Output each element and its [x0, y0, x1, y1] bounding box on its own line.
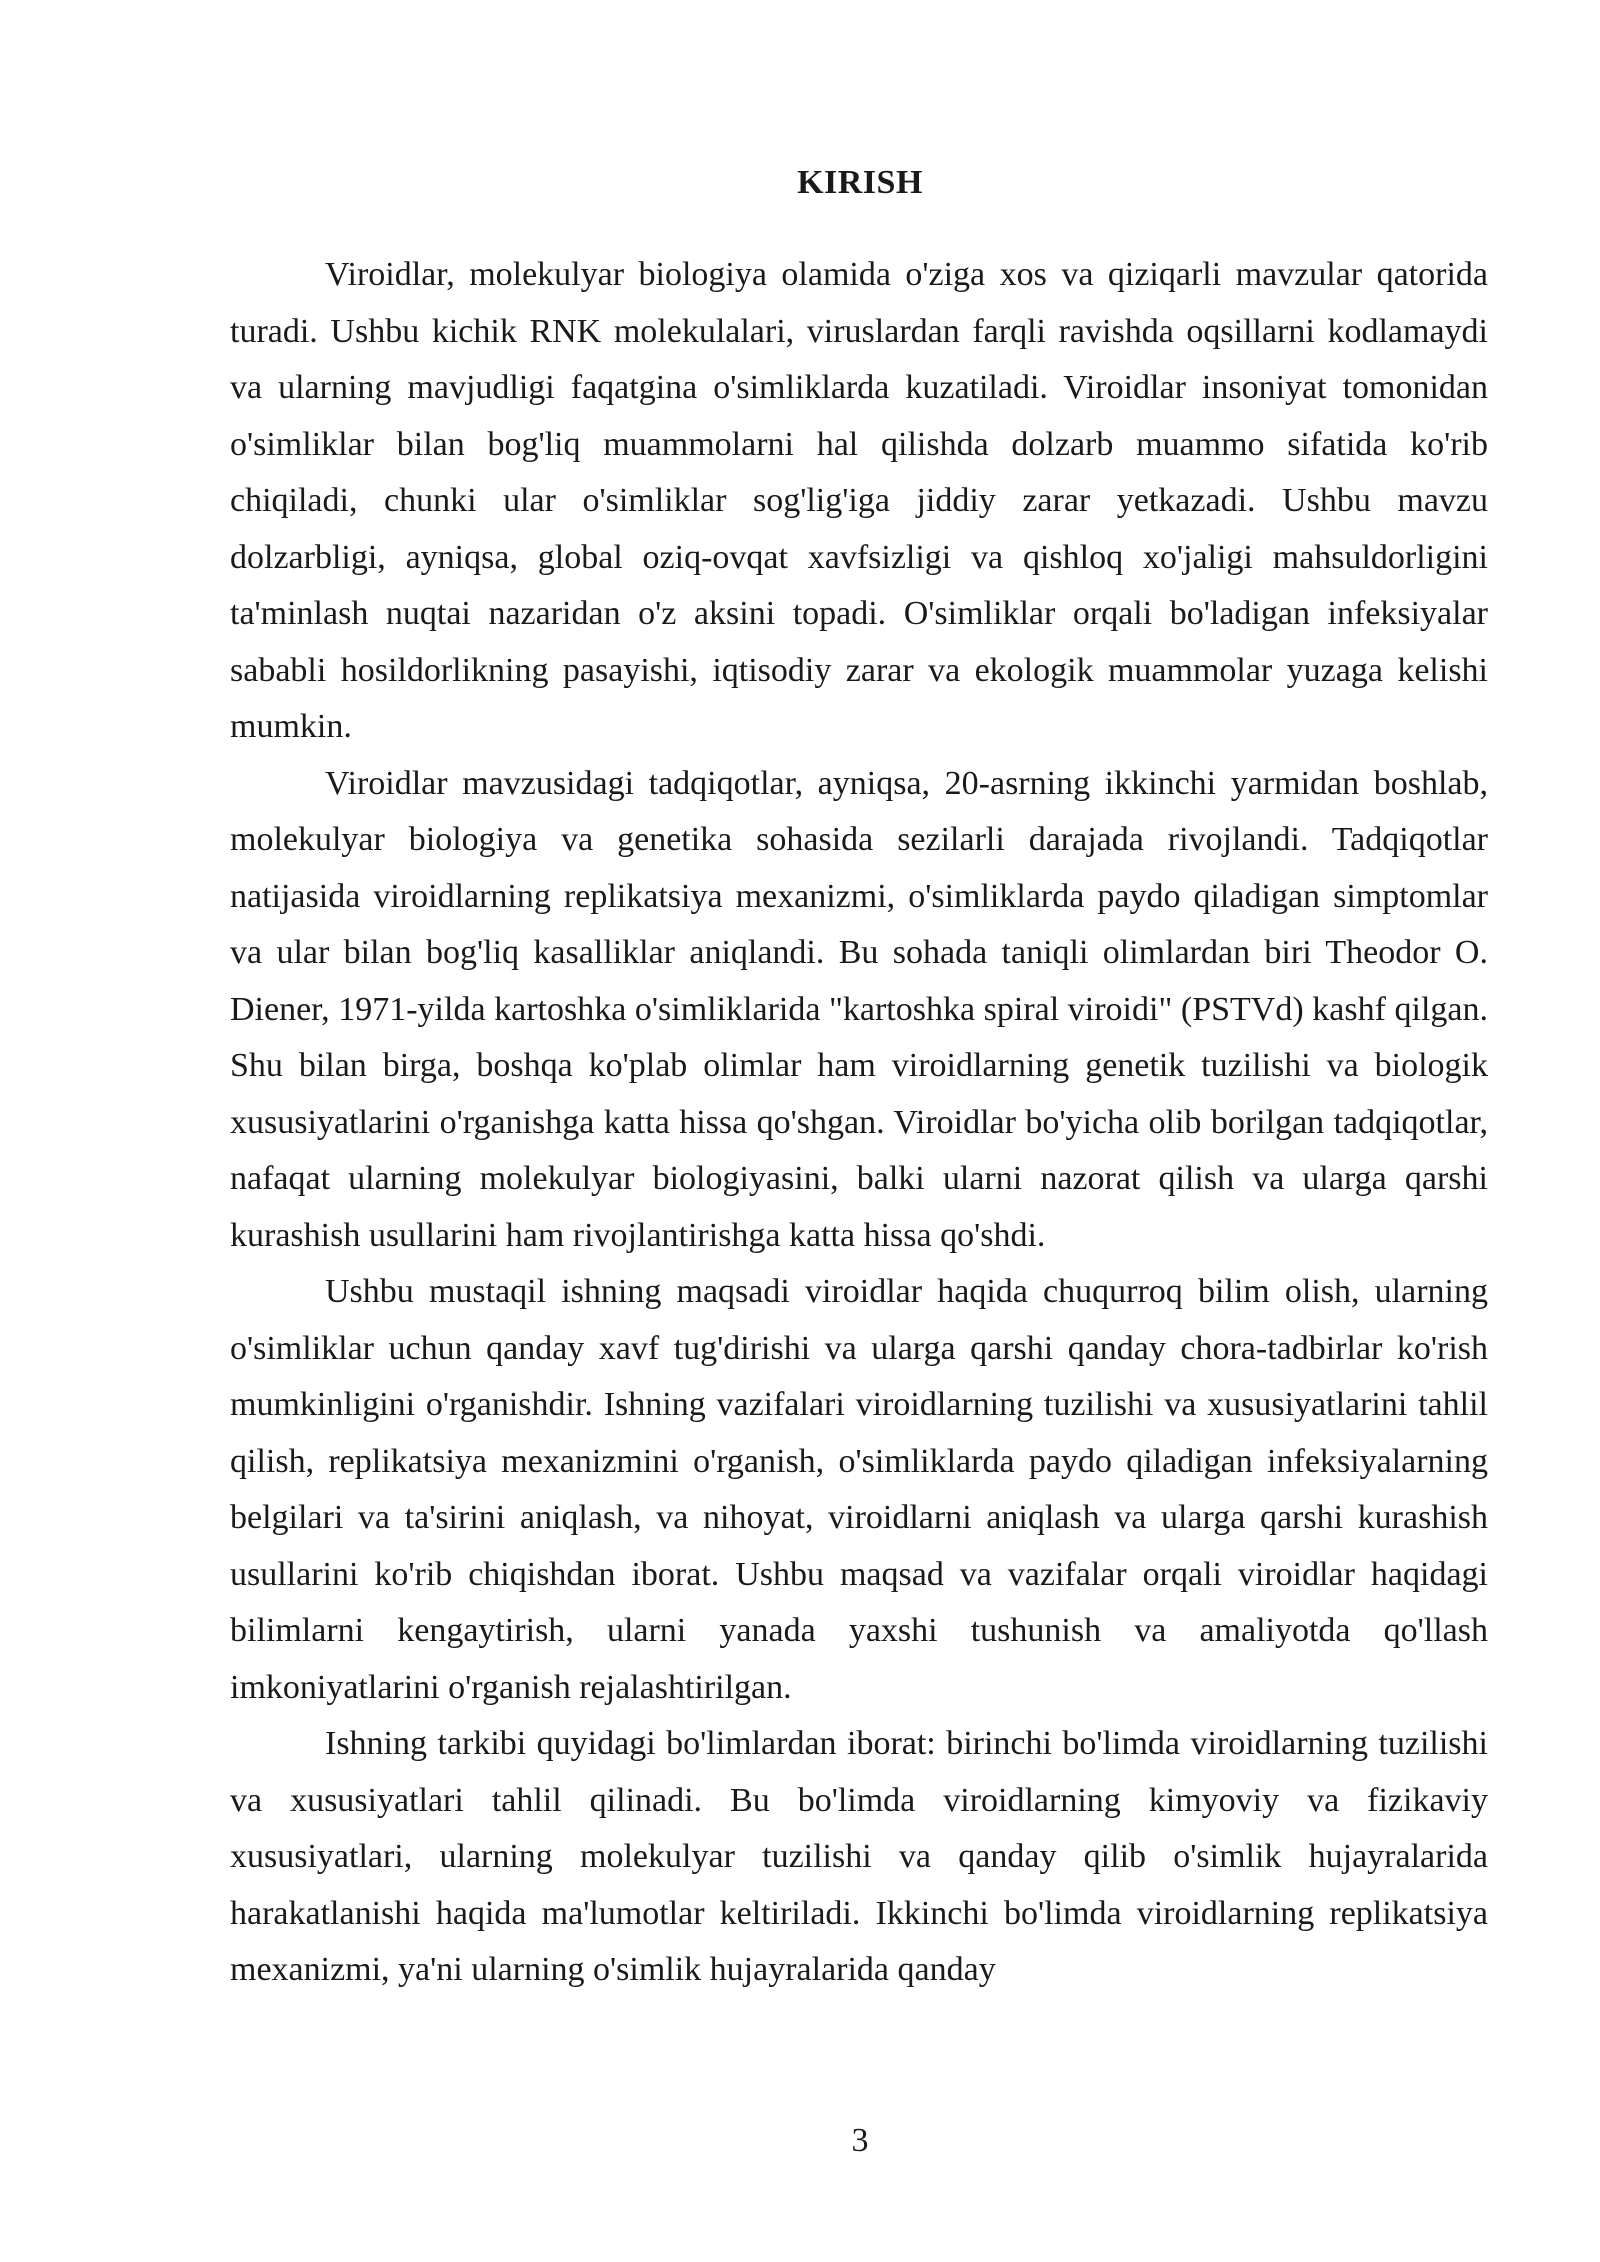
page-number: 3: [851, 2122, 869, 2159]
paragraph-4: Ishning tarkibi quyidagi bo'limlardan iborat: birinchi bo'limda viroidlarning tuzilishi va xususiyatlari tahlil qilinadi. Bu bo'limda viroidlarning kimyoviy va fizikaviy xususiyatlari, ularning molekulyar tuzilishi va qanday qilib o'simlik hujayralarida harakatlanishi haqida ma'lumotlar keltiriladi. Ikkinchi bo'limda viroidlarning replikatsiya mexanizmi, ya'ni ularning o'simlik hujayralarida qanday: [230, 1725, 1488, 1988]
body-text: [230, 247, 1488, 1999]
paragraph-2: Viroidlar mavzusidagi tadqiqotlar, ayniqsa, 20-asrning ikkinchi yarmidan boshlab, molekulyar biologiya va genetika sohasida sezilarli darajada rivojlandi. Tadqiqotlar natijasida viroidlarning replikatsiya mexanizmi, o'simliklarda paydo qiladigan simptomlar va ular bilan bog'liq kasalliklar aniqlandi. Bu sohada taniqli olimlardan biri Theodor O. Diener, 1971-yilda kartoshka o'simliklarida "kartoshka spiral viroidi" (PSTVd) kashf qilgan. Shu bilan birga, boshqa ko'plab olimlar ham viroidlarning genetik tuzilishi va biologik xususiyatlarini o'rganishga katta hissa qo'shgan. Viroidlar bo'yicha olib borilgan tadqiqotlar, nafaqat ularning molekulyar biologiyasini, balki ularni nazorat qilish va ularga qarshi kurashish usullarini ham rivojlantirishga katta hissa qo'shdi.: [230, 764, 1488, 1254]
paragraph-1: Viroidlar, molekulyar biologiya olamida o'ziga xos va qiziqarli mavzular qatorida turadi. Ushbu kichik RNK molekulalari, viruslardan farqli ravishda oqsillarni kodlamaydi va ularning mavjudligi faqatgina o'simliklarda kuzatiladi. Viroidlar insoniyat tomonidan o'simliklar bilan bog'liq muammolarni hal qilishda dolzarb muammo sifatida ko'rib chiqiladi, chunki ular o'simliklar sog'lig'iga jiddiy zarar yetkazadi. Ushbu mavzu dolzarbligi, ayniqsa, global oziq-ovqat xavfsizligi va qishloq xo'jaligi mahsuldorligini ta'minlash nuqtai nazaridan o'z aksini topadi. O'simliklar orqali bo'ladigan infeksiyalar sababli hosildorlikning pasayishi, iqtisodiy zarar va ekologik muammolar yuzaga kelishi mumkin.: [230, 256, 1488, 745]
paragraph-3: Ushbu mustaqil ishning maqsadi viroidlar haqida chuqurroq bilim olish, ularning o'simliklar uchun qanday xavf tug'dirishi va ularga qarshi qanday chora-tadbirlar ko'rish mumkinligini o'rganishdir. Ishning vazifalari viroidlarning tuzilishi va xususiyatlarini tahlil qilish, replikatsiya mexanizmini o'rganish, o'simliklarda paydo qiladigan infeksiyalarning belgilari va ta'sirini aniqlash, va nihoyat, viroidlarni aniqlash va ularga qarshi kurashish usullarini ko'rib chiqishdan iborat. Ushbu maqsad va vazifalar orqali viroidlar haqidagi bilimlarni kengaytirish, ularni yanada yaxshi tushunish va amaliyotda qo'llash imkoniyatlarini o'rganish rejalashtirilgan.: [230, 1273, 1488, 1706]
page-title: KIRISH: [797, 164, 923, 201]
